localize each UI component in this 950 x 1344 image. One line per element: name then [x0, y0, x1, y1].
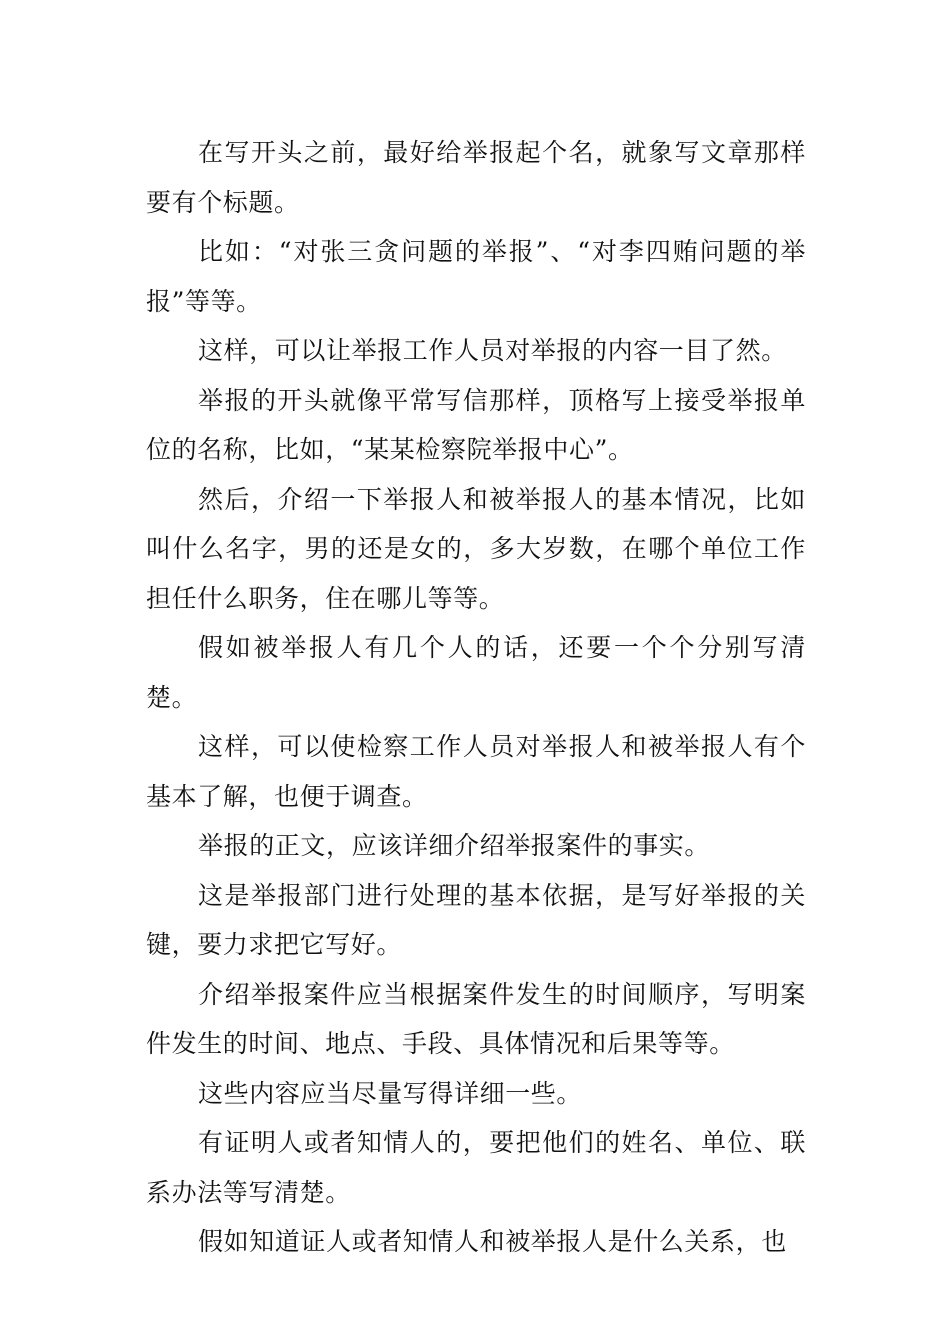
paragraph-witness: 有证明人或者知情人的，要把他们的姓名、单位、联系办法等写清楚。 — [146, 1128, 806, 1207]
paragraph-opening: 举报的开头就像平常写信那样，顶格写上接受举报单位的名称，比如，“某某检察院举报中心”。 — [146, 385, 806, 464]
paragraph-basic-info: 然后，介绍一下举报人和被举报人的基本情况，比如叫什么名字，男的还是女的，多大岁数，在哪个单位工作担任什么职务，住在哪儿等等。 — [146, 484, 806, 613]
paragraph-info-purpose: 这样，可以使检察工作人员对举报人和被举报人有个基本了解，也便于调查。 — [146, 732, 806, 811]
paragraph-relationship: 假如知道证人或者知情人和被举报人是什么关系，也 — [198, 1227, 787, 1256]
paragraph-detail-advice: 这些内容应当尽量写得详细一些。 — [198, 1078, 583, 1108]
paragraph-title-purpose: 这样，可以让举报工作人员对举报的内容一目了然。 — [198, 336, 787, 365]
paragraph-title-example: 比如：“对张三贪问题的举报”、“对李四贿问题的举报”等等。 — [146, 237, 806, 316]
paragraph-case-details: 介绍举报案件应当根据案件发生的时间顺序，写明案件发生的时间、地点、手段、具体情况和后果等等。 — [146, 979, 806, 1058]
document-body — [146, 128, 806, 1267]
paragraph-key-basis: 这是举报部门进行处理的基本依据，是写好举报的关键，要力求把它写好。 — [146, 880, 806, 959]
paragraph-multiple-persons: 假如被举报人有几个人的话，还要一个个分别写清楚。 — [146, 633, 806, 712]
paragraph-title-advice: 在写开头之前，最好给举报起个名，就象写文章那样要有个标题。 — [146, 138, 806, 217]
paragraph-main-text: 举报的正文，应该详细介绍举报案件的事实。 — [198, 831, 711, 860]
